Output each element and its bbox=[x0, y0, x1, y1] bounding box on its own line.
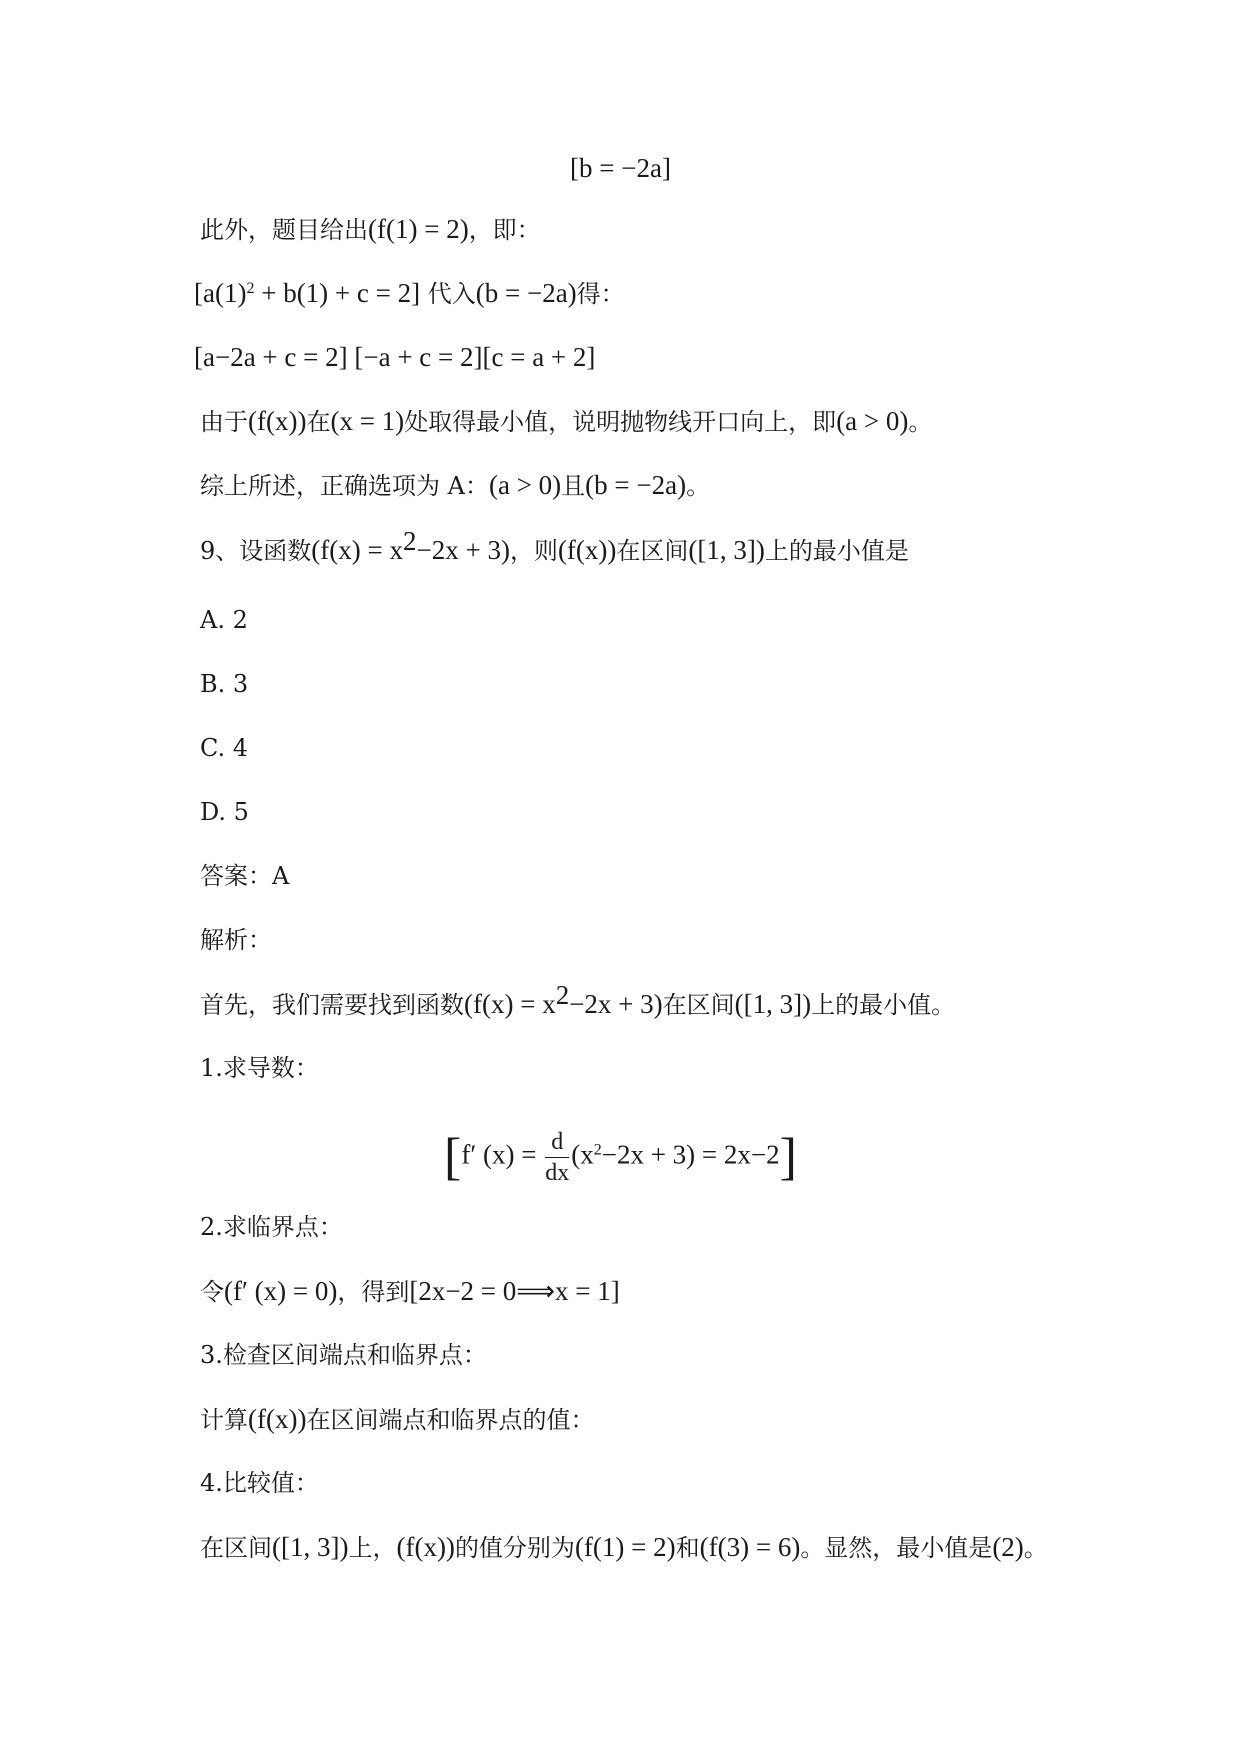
step-4-heading: 4.比较值： bbox=[200, 1469, 319, 1497]
step-2-heading: 2.求临界点： bbox=[200, 1213, 343, 1241]
text-line-critical-point: 令(f′ (x) = 0)，得到[2x−2 = 0⟹x = 1] bbox=[200, 1276, 620, 1306]
text-line-compute-values: 计算(f(x))在区间端点和临界点的值： bbox=[200, 1404, 595, 1434]
option-a: A. 2 bbox=[200, 606, 248, 634]
option-d: D. 5 bbox=[200, 798, 249, 826]
step-1-heading: 1.求导数： bbox=[200, 1054, 319, 1082]
text-line-compare-values: 在区间([1, 3])上，(f(x))的值分别为(f(1) = 2)和(f(3) = 6)。显然，最小值是(2)。 bbox=[200, 1532, 1048, 1562]
text-line-given-f1: 此外，题目给出(f(1) = 2)，即： bbox=[200, 214, 541, 244]
text-line-find-minimum: 首先，我们需要找到函数$(f(x) = x^2-2x + 3)$在区间([1, 3])上的最小值。 bbox=[200, 980, 956, 1019]
derivative-fraction: $\frac{d}{dx}$ bbox=[545, 1129, 570, 1186]
analysis-heading: 解析： bbox=[200, 926, 272, 954]
step-3-heading: 3.检查区间端点和临界点： bbox=[200, 1341, 487, 1369]
answer-line: 答案：A bbox=[200, 862, 290, 890]
option-b: B. 3 bbox=[200, 670, 249, 698]
equation-line-substitute: $[a(1)^2 + b(1) + c = 2]$ 代入(b = −2a)得： bbox=[194, 278, 625, 308]
derivative-equation: [f′ (x) = $\frac{d}{dx}$ $(x^2-2x + 3) = 2x-2$] bbox=[444, 1128, 797, 1186]
text-line-parabola: 由于(f(x))在(x = 1)处取得最小值，说明抛物线开口向上，即(a > 0)。 bbox=[200, 406, 933, 436]
text-line-conclusion: 综上所述，正确选项为 A：(a > 0)且(b = −2a)。 bbox=[200, 470, 711, 500]
equation-b-equals-minus-2a: [b = −2a] bbox=[570, 153, 671, 183]
question-9: 9、设函数$(f(x) = x^2-2x + 3)$，则(f(x))在区间([1, 3])上的最小值是 bbox=[200, 526, 909, 565]
equation-line-c-value: [a−2a + c = 2] [−a + c = 2][c = a + 2] bbox=[194, 342, 596, 372]
option-c: C. 4 bbox=[200, 734, 249, 762]
